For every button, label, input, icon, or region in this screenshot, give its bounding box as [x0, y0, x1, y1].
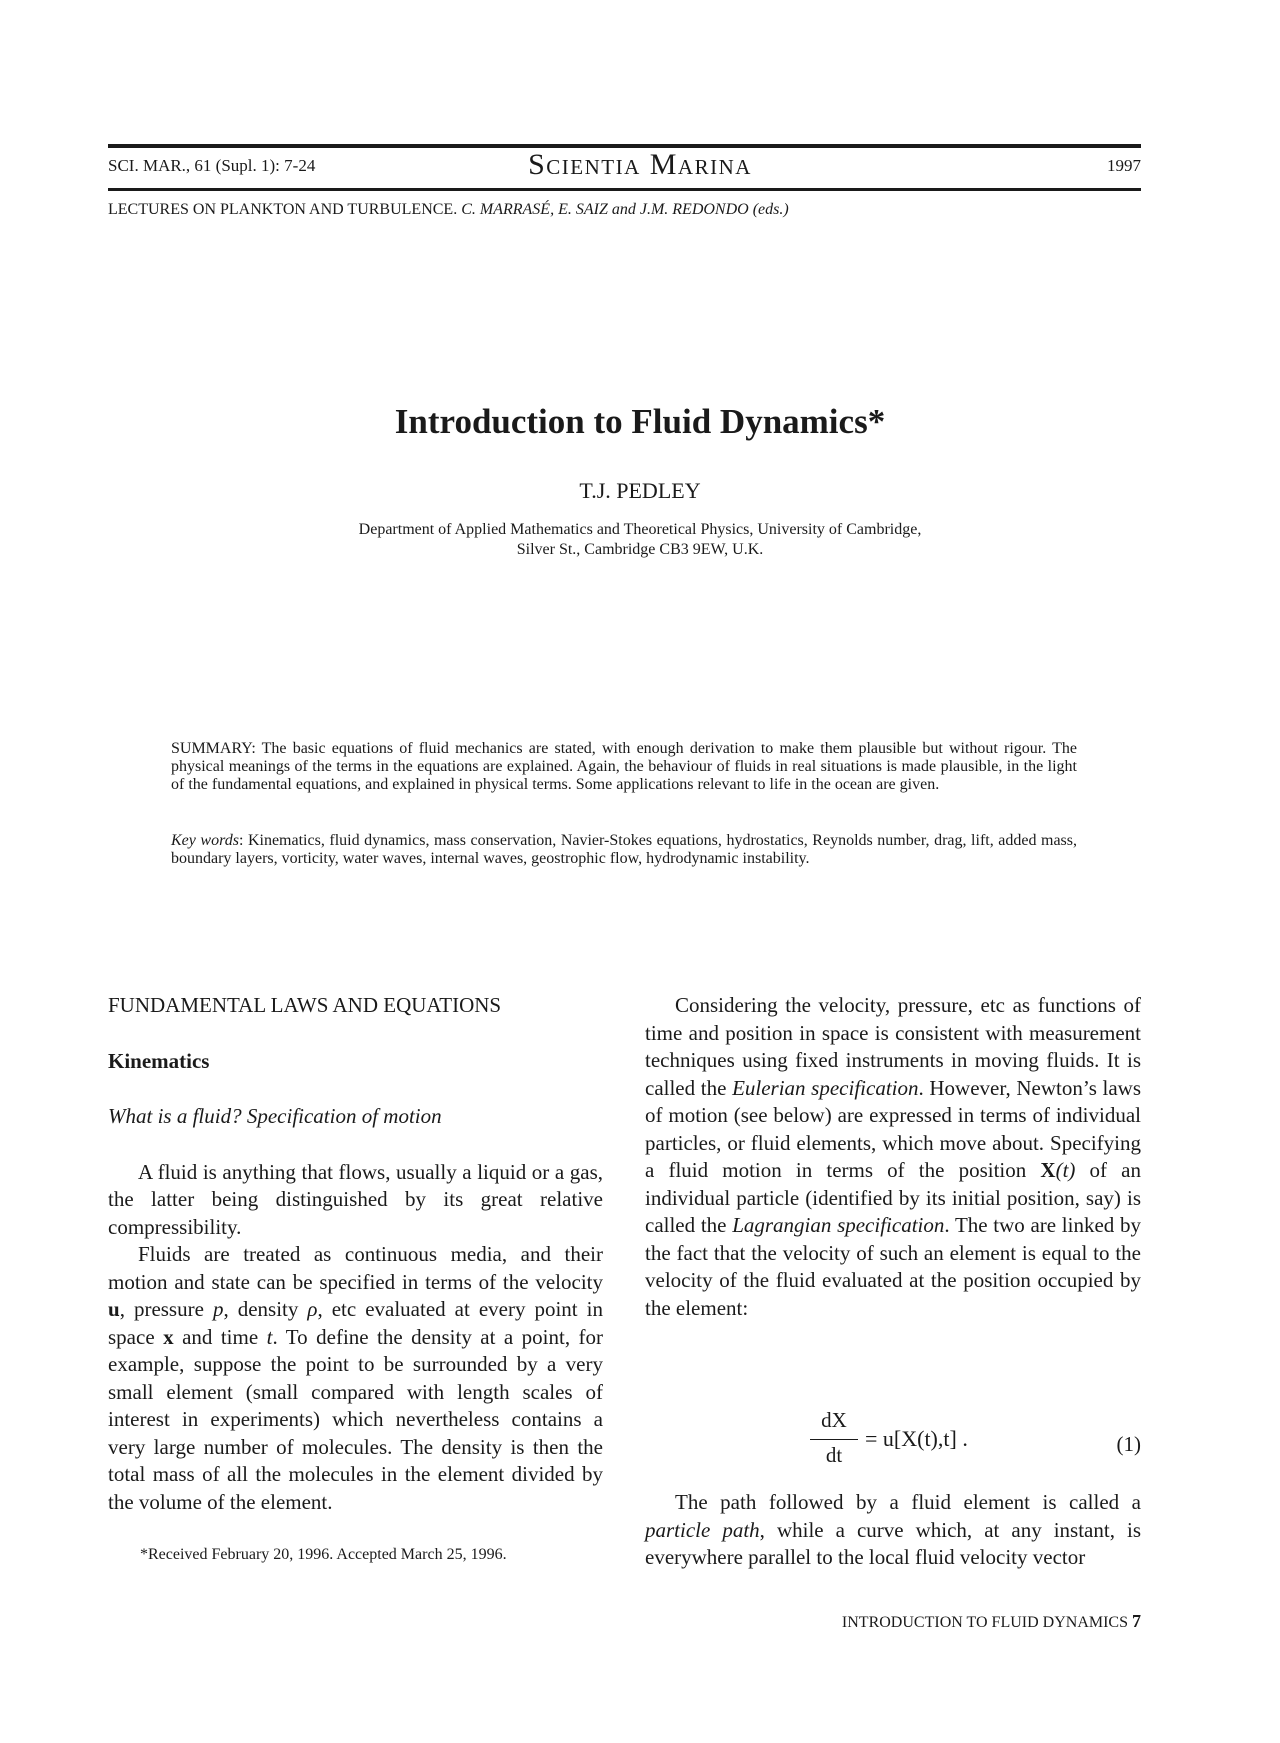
running-footer [842, 1611, 1141, 1632]
journal-citation: SCI. MAR., 61 (Supl. 1): 7-24 [108, 156, 316, 175]
paragraph-1: A fluid is anything that flows, usually a liquid or a gas, the latter being distinguished by its great relative compressibility. [108, 1159, 603, 1239]
right-column [645, 992, 1141, 1322]
keywords-list: Kinematics, fluid dynamics, mass conservation, Navier-Stokes equations, hydrostatics, Reynolds number, drag, lift, added mass, boundary layers, vorticity, water waves, internal waves, geostrophic flow, hydrodynamic instability. [171, 832, 1078, 867]
keywords: Key words: Kinematics, fluid dynamics, mass conservation, Navier-Stokes equations, hydrostatics, Reynolds number, drag, lift, added mass, boundary layers, vorticity, water waves, internal waves, geostrophic flow, hydrodynamic instability. [171, 832, 1078, 867]
equation-fraction [810, 1408, 858, 1471]
affiliation-line-2: Silver St., Cambridge CB3 9EW, U.K. [516, 541, 764, 558]
journal-year: 1997 [1107, 156, 1141, 175]
paper-author: T.J. PEDLEY [579, 478, 701, 503]
fraction-bar [810, 1439, 858, 1440]
equation-number: (1) [1116, 1432, 1141, 1456]
abstract: SUMMARY: The basic equations of fluid mechanics are stated, with enough derivation to make them plausible but without rigour. The physical meanings of the terms in the equations are explained. Again, the behaviour of fluids in real situations is made plausible, in the light of the fundamental equations, and explained in physical terms. Some applications relevant to life in the ocean are given. [171, 740, 1077, 793]
right-column-continued [645, 1489, 1141, 1572]
author-affiliation [0, 520, 1280, 560]
paragraph-3: Considering the velocity, pressure, etc as functions of time and position in space is consistent with measurement techniques using fixed instruments in moving fluids. It is called the Eulerian specification. However, Newton’s laws of motion (see below) are expressed in terms of individual particles, or fluid elements, which move about. Specifying a fluid motion in terms of the position X(t) of an individual particle (identified by its initial position, say) is called the Lagrangian specification. The two are linked by the fact that the velocity of such an element is equal to the velocity of the fluid evaluated at the position occupied by the element: [645, 993, 1142, 1320]
left-column [108, 992, 603, 1516]
series-title: LECTURES ON PLANKTON AND TURBULENCE. [108, 201, 458, 218]
paragraph-2: Fluids are treated as continuous media, and their motion and state can be specified in terms of the velocity u, pressure p, density ρ, etc evaluated at every point in space x and time t. To define the density at a point, for example, suppose the point to be surrounded by a very small element (small compared with length scales of interest in experiments) which nevertheless contains a very large number of molecules. The density is then the total mass of all the molecules in the element divided by the volume of the element. [108, 1242, 604, 1514]
subsubsection-heading: What is a fluid? Specification of motion [108, 1104, 442, 1128]
paragraph-4: The path followed by a fluid element is called a particle path, while a curve which, at any instant, is everywhere parallel to the local fluid velocity vector [645, 1490, 1141, 1569]
page-number: 7 [1132, 1611, 1141, 1631]
section-heading: FUNDAMENTAL LAWS AND EQUATIONS [108, 993, 502, 1017]
series-line [108, 201, 789, 219]
footnote: *Received February 20, 1996. Accepted March 25, 1996. [140, 1546, 507, 1563]
running-footer-title: INTRODUCTION TO FLUID DYNAMICS [841, 1614, 1128, 1631]
subsection-heading: Kinematics [108, 1048, 210, 1073]
series-editors: C. MARRASÉ, E. SAIZ and J.M. REDONDO (eds.) [461, 201, 789, 218]
equation-numerator: dX [821, 1408, 847, 1432]
equation-rhs: = u[X(t),t] . [865, 1426, 968, 1451]
equation-1 [645, 1408, 1141, 1474]
header-bottom-rule [108, 188, 1141, 191]
paper-title: Introduction to Fluid Dynamics* [394, 402, 886, 441]
journal-name: Scientia Marina [528, 148, 752, 181]
equation-denominator: dt [825, 1443, 843, 1467]
keywords-label: Key words [171, 832, 239, 849]
affiliation-line-1: Department of Applied Mathematics and Theoretical Physics, University of Cambridge, [358, 521, 922, 538]
